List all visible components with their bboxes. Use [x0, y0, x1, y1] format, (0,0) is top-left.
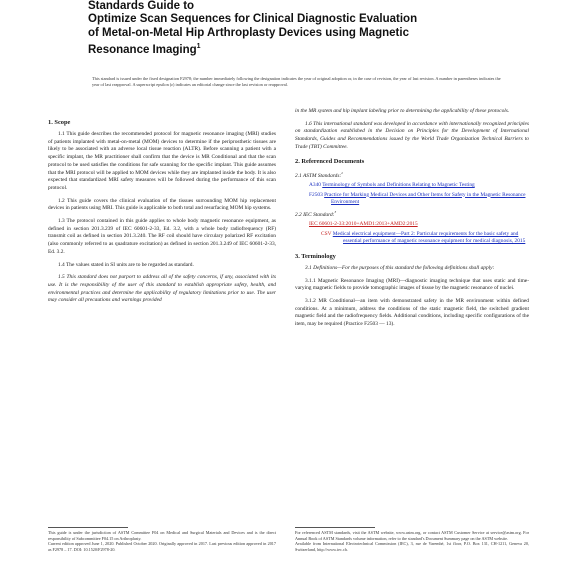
- title-line-1: Standards Guide to: [88, 0, 195, 12]
- ref-item-a340[interactable]: [295, 182, 529, 190]
- ref-item-f2503[interactable]: [295, 192, 529, 207]
- para-1-2: 1.2 This guide covers the clinical evaluation of the tissues surrounding MOM hip replacement devices in patients using MRI. This guide is applicable to both total and resurfacing MOM hip systems.: [48, 197, 276, 212]
- para-1-5: 1.5 This standard does not purport to address all of the safety concerns, if any, associated with its use. It is the responsibility of the user of this standard to establish appropriate safety, health, and environmental practices and determine the applicability of regulatory limitations prior to use. The user may consider all precautions and warnings provided: [48, 274, 276, 304]
- footnote-2: For referenced ASTM standards, visit the ASTM website, www.astm.org, or contact ASTM Customer Service at service@astm.org. For Annual Book of ASTM Standards volume information, refer to the standard's Document Summary page on the ASTM website.: [295, 530, 529, 541]
- astm-footnote-mark: 2: [341, 170, 343, 175]
- para-1-4: 1.4 The values stated in SI units are to be regarded as standard.: [58, 261, 194, 268]
- para-3-1: 3.1 Definitions—For the purposes of this standard the following definitions shall apply:: [305, 264, 495, 271]
- footnotes-right: [295, 530, 529, 552]
- para-1-3: 1.3 The protocol contained in this guide applies to whole body magnetic resonance equipment, as defined in section 201.3.239 of IEC 60601-2-33, Ed. 3.2, with a whole body radiofrequency (RF) transmit coil as defined in section 201.3.240. The RF coil should have circulary polarized RF excitation (also commonly referred to as quadrature excitation) as defined in section 201.3.249 of IEC 60601-2-33, Ed. 3.2.: [48, 218, 276, 255]
- ref-title-a340[interactable]: Terminology of Symbols and Definitions Relating to Magnetic Testing: [322, 181, 475, 188]
- document-title: [88, 0, 508, 57]
- ref-item-iec-csv[interactable]: [295, 231, 529, 246]
- designation-notice: This standard is issued under the fixed designation F2978; the number immediately following the designation indicates the year of original adoption or, in the case of revision, the year of last revision. A number in parentheses indicates the year of last reapproval. A superscript epsilon (ε) indicates an editorial change since the last revision or reapproval.: [92, 76, 501, 87]
- para-1-1: 1.1 This guide describes the recommended protocol for magnetic resonance imaging (MRI) studies of patients implanted with metal-on-metal (MOM) devices to determine if the periprosthetic tissues are likely to be associated with an adverse local tissue reaction (ALTR). Before scanning a patient with a specific implant, the MR practitioner shall confirm that the device is MR Conditional and that the scan protocol to be used satisfies the conditions for safe scanning for the specific implant. This guide assumes that the MRI protocol will be applied to MOM devices while they are implanted inside the body. It is also expected that standardized MRI safety measures will be followed during the performance of this scan protocol.: [48, 131, 276, 191]
- scope-heading: 1. Scope: [48, 119, 71, 126]
- para-3-1-2: 3.1.2 MR Conditional—an item with demonstrated safety in the MR environment within defined conditions. At a minimum, address the conditions of the static magnetic field, the switched gradient magnetic field and the radiofrequency fields. Additional conditions, including specific configurations of the item, may be required (Practice F2503 — 13).: [295, 297, 529, 328]
- title-line-4-text: Resonance Imaging: [88, 44, 197, 57]
- title-line-3: of Metal-on-Metal Hip Arthroplasty Devices using Magnetic: [88, 26, 409, 39]
- footnote-3: Available from International Electrotechnical Commission (IEC), 3, rue de Varembé, 1st floor, P.O. Box 131, CH-1211, Geneva 20, Switzerland, http://www.iec.ch.: [295, 541, 529, 552]
- para-1-6: 1.6 This international standard was developed in accordance with internationally recognized principles on standardization established in the Decision on Principles for the Development of International Standards, Guides and Recommendations issued by the World Trade Organization Technical Barriers to Trade (TBT) Committee.: [295, 120, 529, 150]
- iec-label-text: 2.2 IEC Standard:: [295, 211, 335, 218]
- ref-code-csv[interactable]: CSV: [321, 230, 332, 237]
- ref-code-f2503[interactable]: F2503: [309, 191, 323, 198]
- astm-standards-label: [295, 170, 529, 180]
- ref-title-f2503[interactable]: Practice for Marking Medical Devices and Other Items for Safety in the Magnetic Resonance Environment: [324, 191, 526, 206]
- astm-label-text: 2.1 ASTM Standards:: [295, 172, 342, 179]
- title-line-4: [88, 40, 508, 57]
- title-line-2: Optimize Scan Sequences for Clinical Diagnostic Evaluation: [88, 13, 418, 26]
- footnote-rule-right: [295, 527, 375, 528]
- ref-title-iec-csv[interactable]: Medical electrical equipment—Part 2: Particular requirements for the basic safety and essential performance of magnetic resonance equipment for medical diagnosis, 2015: [332, 230, 526, 245]
- ref-code-iec[interactable]: IEC 60601-2-33:2010+AMD1:2013+AMD2:2015: [309, 221, 418, 228]
- left-column: [48, 118, 276, 310]
- para-1-5-continued: in the MR system and hip implant labeling prior to determining the applicability of these protocols.: [295, 108, 510, 114]
- right-column: [295, 108, 529, 334]
- terminology-heading: 3. Terminology: [295, 252, 336, 260]
- para-3-1-1: 3.1.1 Magnetic Resonance Imaging (MRI)—diagnostic imaging technique that uses static and time-varying magnetic fields to provide tomographic images of tissue by the magnetic resonance of nuclei.: [295, 277, 529, 292]
- referenced-documents-heading: 2. Referenced Documents: [295, 157, 365, 165]
- iec-footnote-mark: 3: [334, 209, 337, 214]
- ref-code-a340[interactable]: A340: [309, 181, 321, 188]
- footnote-1: This guide is under the jurisdiction of ASTM Committee F04 on Medical and Surgical Materials and Devices and is the direct responsibility of Subcommittee F04.15 on Arthroplasty.: [48, 530, 276, 541]
- iec-standard-label: [295, 209, 529, 219]
- footnote-edition: Current edition approved June 1, 2020. Published October 2020. Originally approved in 2017. Last previous edition approved in 2017 as F2978 – 17. DOI: 10.1520/F2978-20.: [48, 541, 276, 552]
- footnote-rule-left: [48, 527, 128, 528]
- footnotes-left: [48, 530, 276, 552]
- ref-item-iec[interactable]: [295, 221, 529, 229]
- title-footnote-mark: 1: [196, 43, 201, 51]
